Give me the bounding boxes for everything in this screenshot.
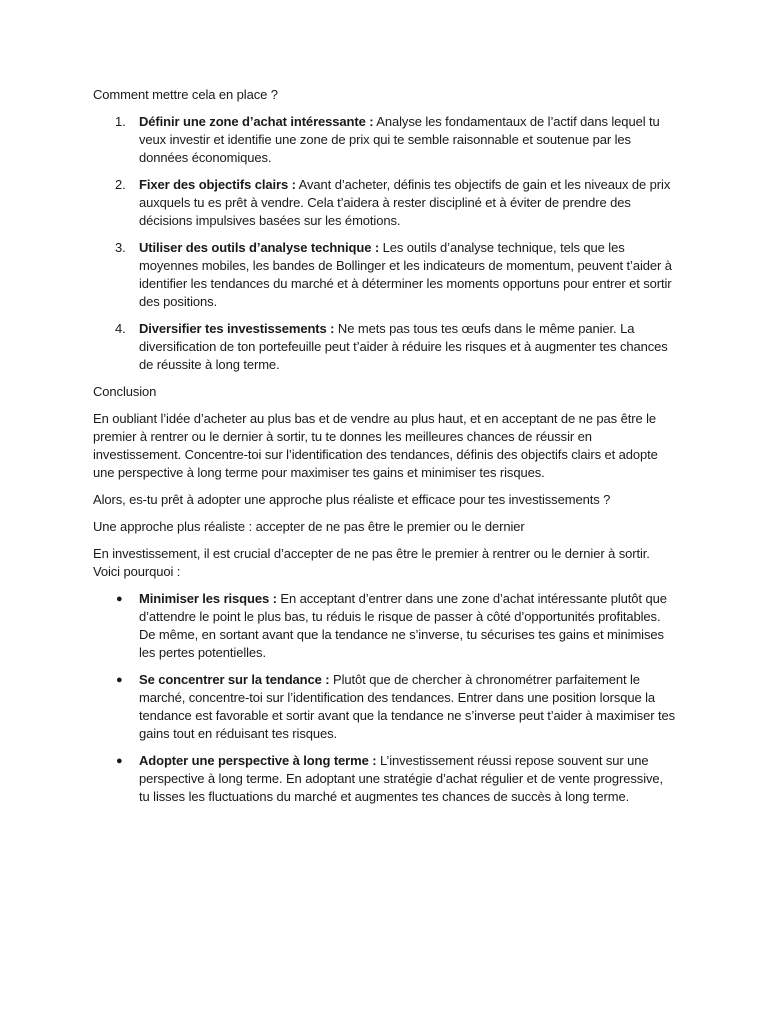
list-item-text: Plutôt que de chercher à chronométrer parfaitement le marché, concentre-toi sur l’identification des tendances. Entrer dans une position lorsque la tendance est favorable et sortir avant que la tendance ne s’inverse peut t’aider à maximiser tes gains tout en réduisant tes risques. bbox=[139, 672, 675, 741]
list-item bbox=[93, 239, 676, 311]
list-item-text: L’investissement réussi repose souvent sur une perspective à long terme. En adoptant une stratégie d’achat régulier et de vente progressive, tu lisses les fluctuations du marché et augmentes tes chances de succès à long terme. bbox=[139, 753, 664, 804]
conclusion-paragraph: En oubliant l’idée d’acheter au plus bas et de vendre au plus haut, et en acceptant de ne pas être le premier à rentrer ou le dernier à sortir, tu te donnes les meilleures chances de réussir en investissement. Concentre-toi sur l’identification des tendances, définis des objectifs clairs et adopte une perspective à long terme pour maximiser tes gains et minimiser tes risques. bbox=[93, 411, 658, 480]
list-item-title: Diversifier tes investissements : bbox=[139, 321, 335, 336]
list-item-title: Se concentrer sur la tendance : bbox=[139, 672, 330, 687]
list-item-text: Les outils d’analyse technique, tels que les moyennes mobiles, les bandes de Bollinger et les indicateurs de momentum, peuvent t’aider à identifier les tendances du marché et à déterminer les moments opportuns pour entrer et sortir des positions. bbox=[139, 240, 672, 309]
list-number: 1. bbox=[115, 114, 126, 129]
bullet-icon: ● bbox=[116, 593, 123, 605]
section-heading: Une approche plus réaliste : accepter de ne pas être le premier ou le dernier bbox=[93, 519, 525, 534]
list-item bbox=[93, 752, 676, 806]
list-number: 3. bbox=[115, 240, 126, 255]
list-item-title: Adopter une perspective à long terme : bbox=[139, 753, 377, 768]
list-item-title: Définir une zone d’achat intéressante : bbox=[139, 114, 374, 129]
list-number: 2. bbox=[115, 177, 126, 192]
steps-list bbox=[93, 113, 676, 374]
list-item bbox=[93, 320, 676, 374]
list-item bbox=[93, 671, 676, 743]
list-item-title: Utiliser des outils d’analyse technique : bbox=[139, 240, 380, 255]
question-paragraph: Alors, es-tu prêt à adopter une approche plus réaliste et efficace pour tes investissements ? bbox=[93, 492, 611, 507]
conclusion-heading: Conclusion bbox=[93, 384, 157, 399]
list-item-text: Ne mets pas tous tes œufs dans le même panier. La diversification de ton portefeuille peut t’aider à réduire les risques et à augmenter tes chances de réussite à long terme. bbox=[139, 321, 668, 372]
list-item-title: Fixer des objectifs clairs : bbox=[139, 177, 296, 192]
list-item bbox=[93, 176, 676, 230]
list-item bbox=[93, 590, 676, 662]
bullet-icon: ● bbox=[116, 674, 123, 686]
bullet-icon: ● bbox=[116, 755, 123, 767]
list-item-text: Avant d’acheter, définis tes objectifs de gain et les niveaux de prix auxquels tu es prêt à vendre. Cela t’aidera à rester discipliné et à éviter de prendre des décisions impulsives basées sur les émotions. bbox=[139, 177, 671, 228]
list-item bbox=[93, 113, 676, 167]
list-item-text: En acceptant d’entrer dans une zone d’achat intéressante plutôt que d’attendre le point le plus bas, tu réduis le risque de passer à côté d’opportunités profitables. De même, en sortant avant que la tendance ne s’inverse, tu sécurises tes gains et minimises les pertes potentielles. bbox=[139, 591, 667, 660]
section-intro: En investissement, il est crucial d’accepter de ne pas être le premier à rentrer ou le dernier à sortir. Voici pourquoi : bbox=[93, 546, 650, 579]
list-item-title: Minimiser les risques : bbox=[139, 591, 277, 606]
intro-heading: Comment mettre cela en place ? bbox=[93, 87, 278, 102]
list-item-text: Analyse les fondamentaux de l’actif dans lequel tu veux investir et identifie une zone de prix qui te semble raisonnable et soutenue par les données économiques. bbox=[139, 114, 660, 165]
reasons-list bbox=[93, 590, 676, 806]
list-number: 4. bbox=[115, 321, 126, 336]
